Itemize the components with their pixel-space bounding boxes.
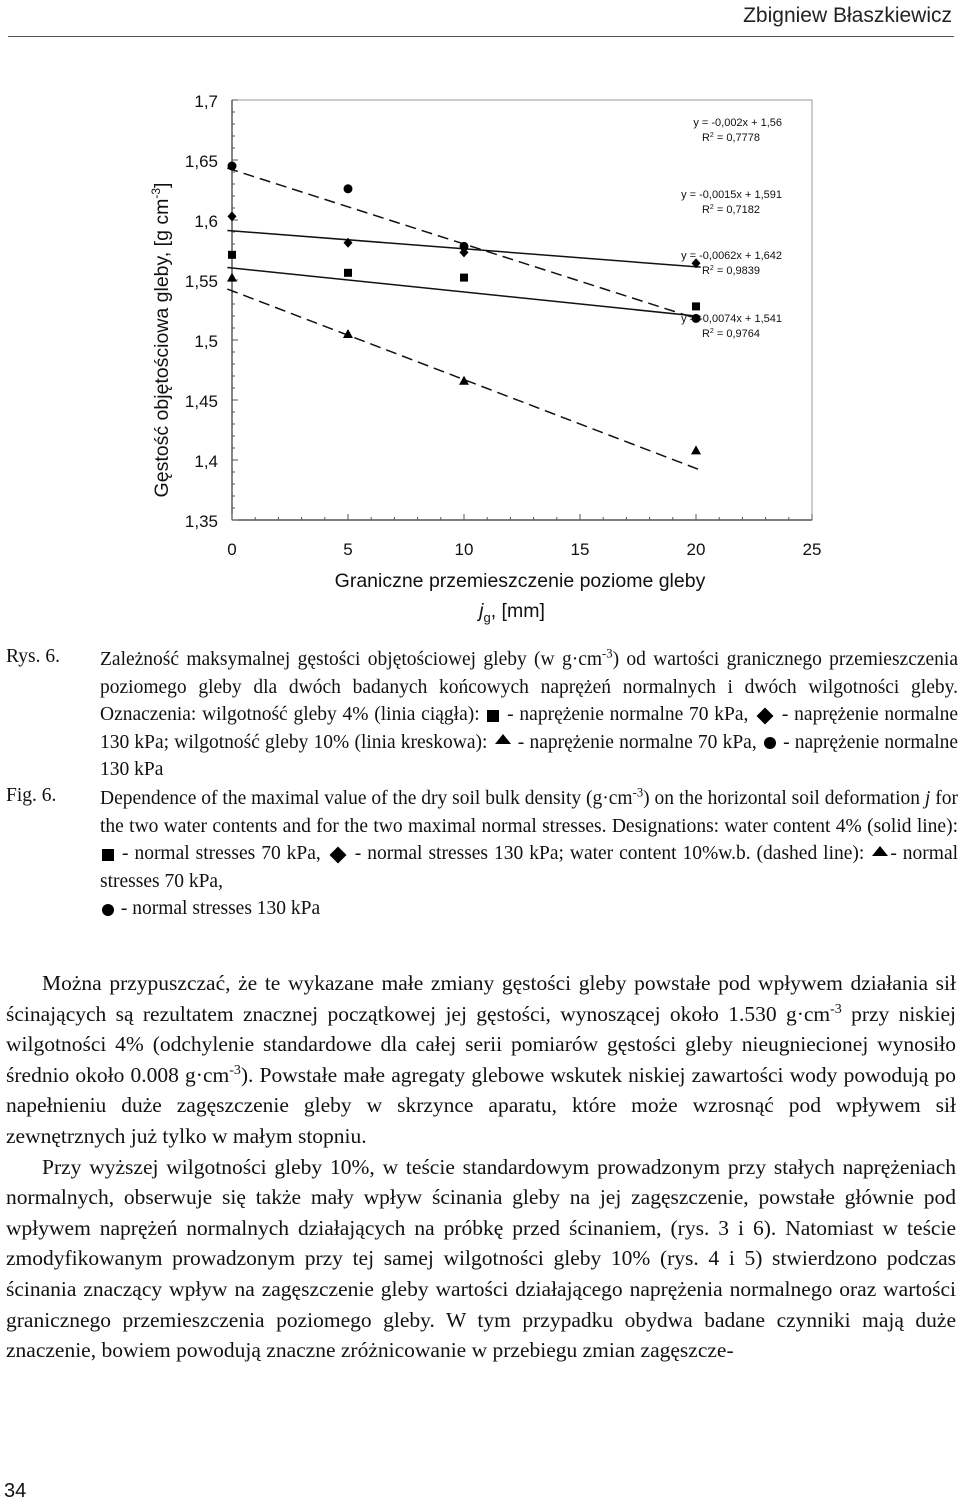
- x-tick-label: 15: [570, 540, 590, 559]
- page-number: 34: [4, 1480, 27, 1502]
- diamond-marker-icon: [757, 707, 774, 724]
- x-tick-label: 20: [686, 540, 706, 559]
- trendline-equation: y = -0,0074x + 1,541: [681, 313, 782, 325]
- triangle-marker: [691, 445, 701, 454]
- trendline-r-squared: $R^2 = 0,7778$: [701, 132, 760, 144]
- circle-marker: [228, 162, 237, 171]
- triangle-marker-icon: [872, 846, 888, 856]
- x-tick-label: 5: [343, 540, 353, 559]
- x-tick-labels: [227, 540, 821, 559]
- trendline-r-squared: $R^2 = 0,9764$: [701, 328, 760, 340]
- caption-en: Dependence of the maximal value of the dry soil bulk density $(g\cdot cm^{-3})$ on the horizontal soil deformation j for the two water contents and for the two maximal normal stresses. Designations: water content 4% (solid line): - normal stresses 70 kPa, - normal stresses 130 kPa; water content 10%w.b. (dashed line): - normal stresses 70 kPa, - normal stresses 130 kPa: [100, 785, 959, 920]
- plot-frame: [232, 100, 812, 520]
- square-marker-icon: [487, 710, 499, 722]
- header-rule: [8, 36, 954, 37]
- square-marker: [460, 274, 468, 282]
- trendline-r-squared: $R^2 = 0,7182$: [701, 204, 760, 216]
- caption-pl: Zależność maksymalnej gęstości objętościowej gleby (w $g\cdot cm^{-3}$) od wartości granicznego przemieszczenia poziomego gleby dla dwóch badanych końcowych naprężeń normalnych i dwóch wilgotności gleby. Oznaczenia: wilgotność gleby 4% (linia ciągła): - naprężenie normalne 70 kPa, - naprężenie normalne 130 kPa; wilgotność gleby 10% (linia kreskowa): - naprężenie normalne 70 kPa, - naprężenie normalne 130 kPa: [100, 646, 959, 781]
- y-tick-label: 1,65: [184, 152, 218, 171]
- square-marker: [228, 251, 236, 259]
- y-tick-label: 1,7: [194, 92, 218, 111]
- trendline-equation: y = -0,002x + 1,56: [693, 117, 782, 129]
- x-tick-label: 0: [227, 540, 237, 559]
- x-axis-label-line1: Graniczne przemieszczenie poziome gleby: [334, 570, 706, 592]
- caption-pl-label: Rys. 6.: [6, 646, 60, 667]
- triangle-marker: [227, 273, 237, 282]
- circle-marker-icon: [764, 737, 776, 749]
- y-axis-label-main: Gęstość objętościowa gleby, [g cm: [151, 198, 173, 498]
- trendline-r-squared: $R^2 = 0,9839$: [701, 265, 760, 277]
- y-tick-label: 1,45: [184, 392, 218, 411]
- y-axis-label-sup: -3: [149, 187, 163, 199]
- density-chart: [0, 40, 960, 630]
- data-markers: [227, 162, 701, 455]
- caption-en-label: Fig. 6.: [6, 785, 57, 806]
- plot-border: [232, 100, 812, 520]
- trend-lines: [227, 168, 700, 470]
- trendline-equation: y = -0,0015x + 1,591: [681, 189, 782, 201]
- y-axis-label: [149, 183, 173, 498]
- y-tick-label: 1,5: [194, 332, 218, 351]
- trendline-equation: y = -0,0062x + 1,642: [681, 250, 782, 262]
- x-tick-label: 10: [454, 540, 474, 559]
- body-text: [6, 968, 956, 1366]
- square-marker: [344, 269, 352, 277]
- y-tick-label: 1,6: [194, 212, 218, 231]
- triangle-marker-icon: [495, 734, 511, 744]
- x-axis-symbol: j: [479, 600, 484, 622]
- x-axis-subscript: g: [483, 610, 491, 625]
- y-tick-label: 1,4: [194, 452, 218, 471]
- square-marker: [692, 302, 700, 310]
- body-paragraph-2: Przy wyższej wilgotności gleby 10%, w teście standardowym prowadzonym przy stałych naprężeniach normalnych, obserwuje się także mały wpływ ścinania gleby na jej zagęszczenie, powstałe głównie pod wpływem naprężeń normalnych działających na próbkę przed ścinaniem, (rys. 3 i 6). Natomiast w teście zmodyfikowanym prowadzonym przy tej samej wilgotności gleby 10% (rys. 4 i 5) stwierdzono podczas ścinania znaczący wpływ na zagęszczenie gleby wartości działającego naprężenia normalnego oraz wartości granicznego przemieszczenia poziomego gleby. W tym przypadku obydwa badane czynniki mają duże znaczenie, bowiem powodują znaczne zróżnicowanie w przebiegu zmian zagęszcze-: [6, 1154, 956, 1363]
- diamond-marker-icon: [329, 846, 346, 863]
- y-tick-label: 1,55: [184, 272, 218, 291]
- body-paragraph-1: Można przypuszczać, że te wykazane małe zmiany gęstości gleby powstałe pod wpływem działania sił ścinających są rezultatem znacznej początkowej jej gęstości, wynoszącej około 1.530 $g\cdot cm^{-3}$ przy niskiej wilgotności 4% (odchylenie standardowe dla całej serii pomiarów gęstości gleby nieugniecionej wynosiło średnio około 0.008 $g\cdot cm^{-3}$). Powstałe małe agregaty glebowe wskutek niskiej zawartości wody powodują po napełnieniu duże zagęszczenie gleby w skrzynce aparatu, które może wzrosnąć pod wpływem sił zewnętrznych już tylko w małym stopniu.: [6, 971, 956, 1148]
- circle-marker-icon: [102, 904, 114, 916]
- y-tick-labels: [185, 92, 218, 531]
- x-axis-unit: , [mm]: [490, 600, 545, 622]
- y-axis-label-tail: ]: [151, 182, 173, 188]
- y-tick-label: 1,35: [184, 512, 218, 531]
- circle-marker: [344, 184, 353, 193]
- x-axis-label-line2: [476, 600, 545, 625]
- x-tick-label: 25: [802, 540, 822, 559]
- square-marker-icon: [102, 849, 114, 861]
- running-header-author: Zbigniew Błaszkiewicz: [743, 4, 952, 27]
